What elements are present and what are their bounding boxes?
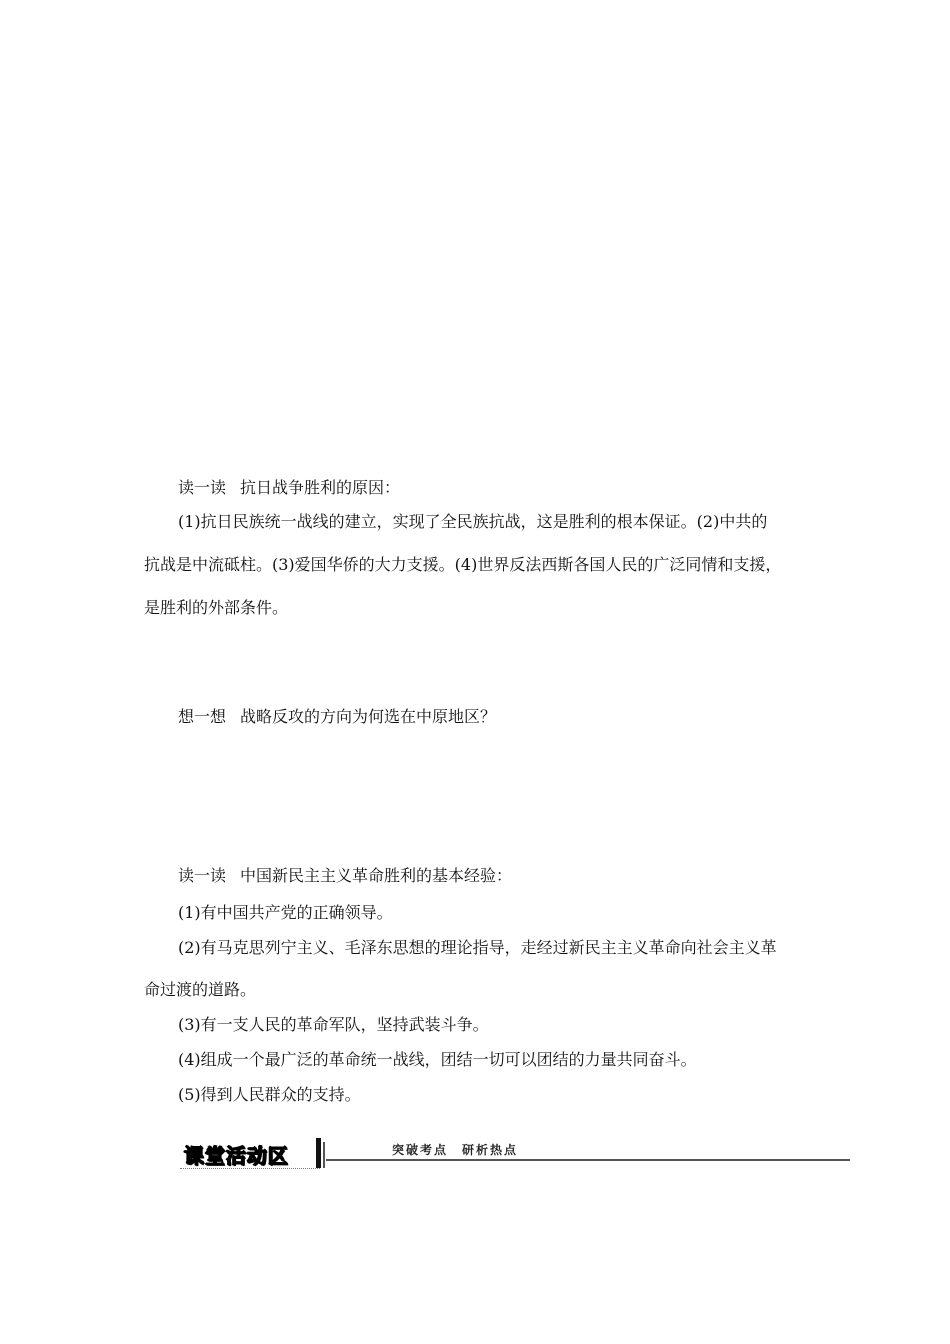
section2-question: 战略反攻的方向为何选在中原地区？ [240, 707, 497, 726]
section1-paragraph-line: 抗战是中流砥柱。(3)爱国华侨的大力支援。(4)世界反法西斯各国人民的广泛同情和支援， [144, 555, 782, 574]
banner-rule [326, 1159, 850, 1161]
section2-question-line [178, 707, 496, 727]
section3-heading: 中国新民主主义革命胜利的基本经验： [240, 866, 513, 885]
section-banner [176, 1134, 850, 1174]
section2-label: 想一想 [178, 707, 227, 726]
section1-paragraph-line: (1)抗日民族统一战线的建立，实现了全民族抗战，这是胜利的根本保证。(2)中共的 [178, 512, 768, 531]
banner-divider-thin [323, 1142, 325, 1168]
section3-list-item: (3)有一支人民的革命军队，坚持武装斗争。 [178, 1015, 489, 1034]
section1-heading: 抗日战争胜利的原因： [240, 478, 401, 497]
section3-list-item: (2)有马克思列宁主义、毛泽东思想的理论指导，走经过新民主主义革命向社会主义革 [178, 938, 777, 957]
section3-list-item: 命过渡的道路。 [144, 980, 257, 999]
section1-paragraph-line: 是胜利的外部条件。 [144, 598, 289, 617]
section3-heading-line [178, 866, 512, 886]
banner-subtitle: 突破考点 研析热点 [392, 1143, 519, 1157]
section3-list-item: (4)组成一个最广泛的革命统一战线，团结一切可以团结的力量共同奋斗。 [178, 1050, 697, 1069]
banner-underline [180, 1168, 320, 1170]
section3-label: 读一读 [178, 866, 227, 885]
section3-list-item: (1)有中国共产党的正确领导。 [178, 903, 393, 922]
section3-list-item: (5)得到人民群众的支持。 [178, 1085, 361, 1104]
banner-divider [316, 1138, 321, 1168]
section1-label: 读一读 [178, 478, 227, 497]
section1-heading-line [178, 478, 400, 498]
banner-title: 课堂活动区 [184, 1144, 289, 1168]
